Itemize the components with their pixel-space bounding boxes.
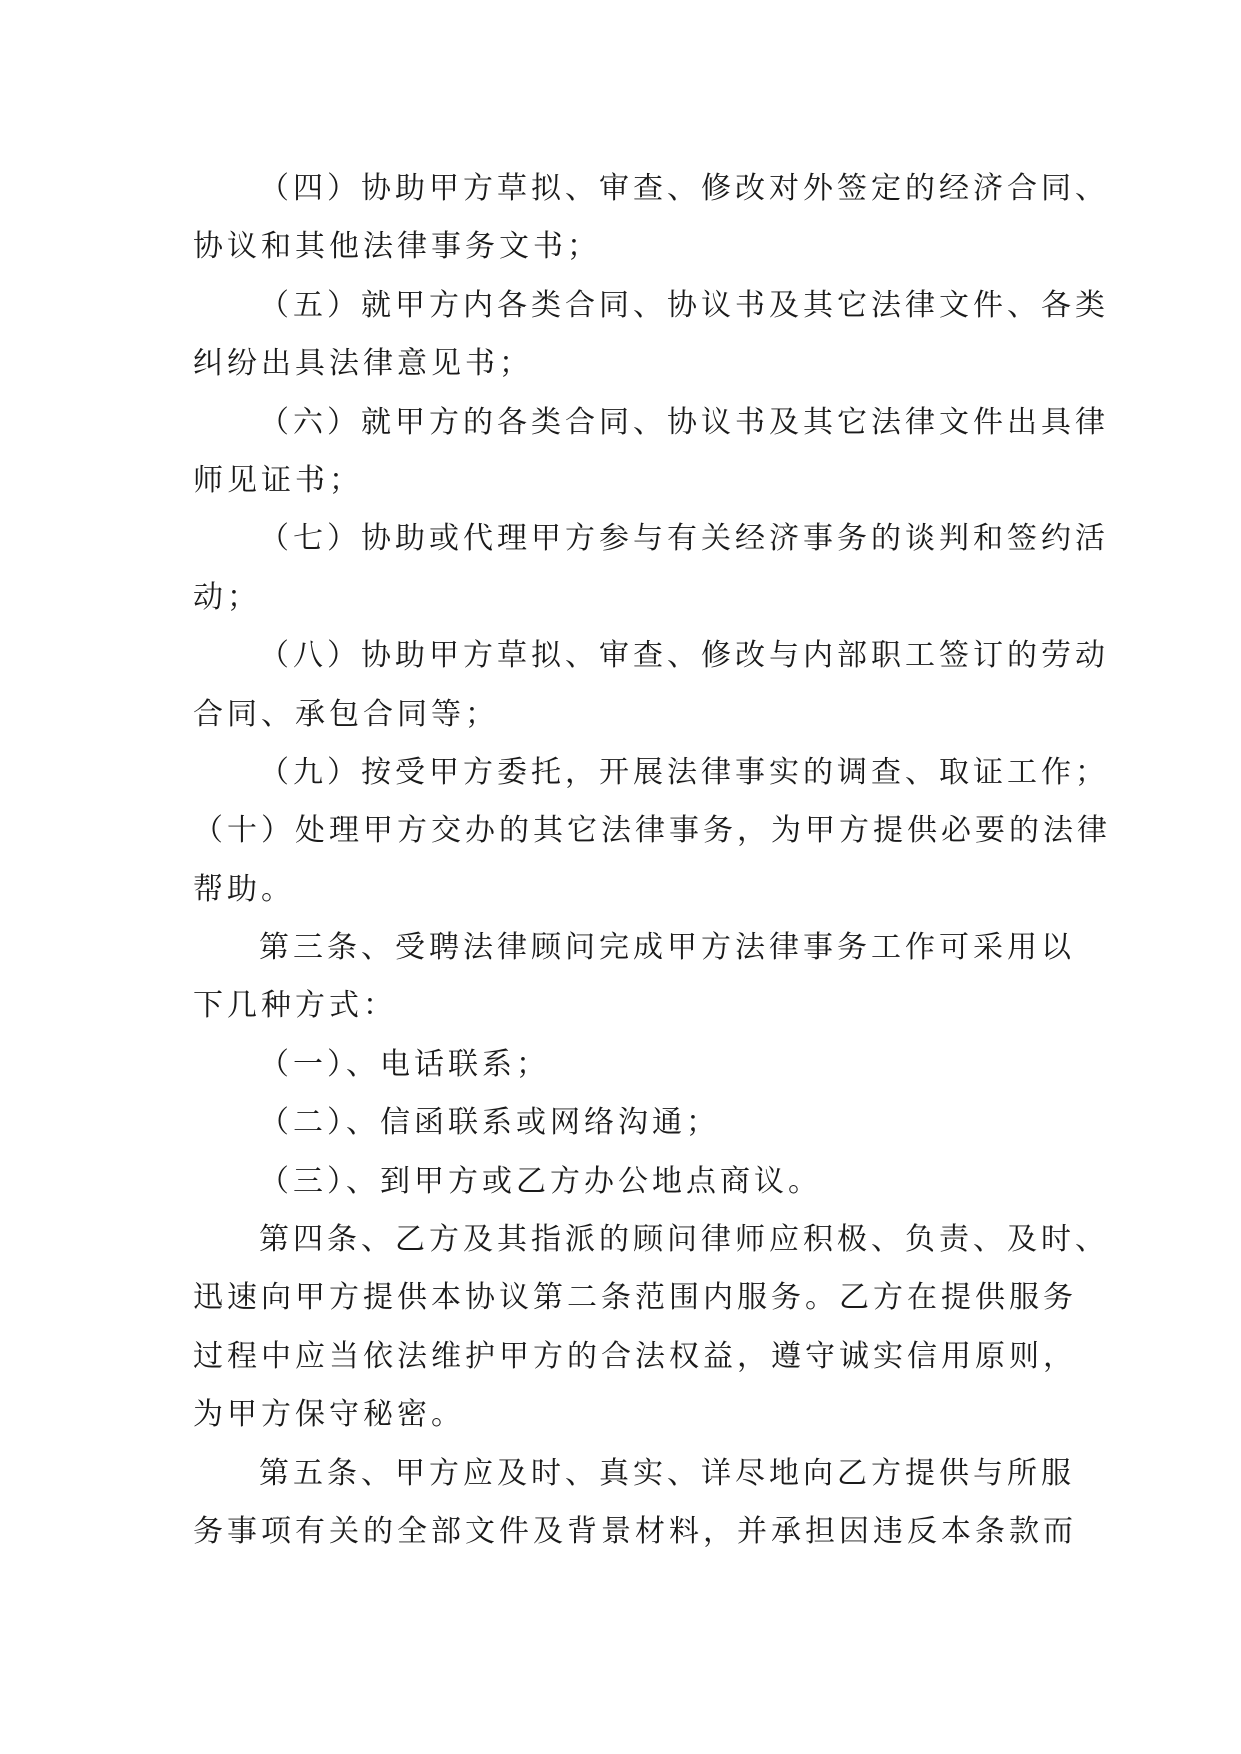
text-line: （一）、电话联系； xyxy=(259,1046,550,1082)
text-line: （二）、信函联系或网络沟通； xyxy=(259,1105,720,1141)
text-line: （八）协助甲方草拟、审查、修改与内部职工签订的劳动 xyxy=(259,638,1109,674)
text-line: 为甲方保守秘密。 xyxy=(193,1397,465,1433)
text-line: 迅速向甲方提供本协议第二条范围内服务。乙方在提供服务 xyxy=(193,1280,1077,1316)
text-line: 动； xyxy=(193,579,261,615)
text-line: （四）协助甲方草拟、审查、修改对外签定的经济合同、 xyxy=(259,171,1109,206)
text-line: 第四条、乙方及其指派的顾问律师应积极、负责、及时、 xyxy=(259,1222,1109,1258)
text-line: （七）协助或代理甲方参与有关经济事务的谈判和签约活 xyxy=(259,521,1109,557)
text-line: 协议和其他法律事务文书； xyxy=(193,229,601,265)
text-line: 过程中应当依法维护甲方的合法权益，遵守诚实信用原则， xyxy=(193,1338,1077,1374)
text-line: 纠纷出具法律意见书； xyxy=(193,346,533,382)
text-line: （六）就甲方的各类合同、协议书及其它法律文件出具律 xyxy=(259,404,1109,440)
text-line: 合同、承包合同等； xyxy=(193,696,499,732)
text-line: 第五条、甲方应及时、真实、详尽地向乙方提供与所服 xyxy=(259,1455,1075,1491)
text-line: （五）就甲方内各类合同、协议书及其它法律文件、各类 xyxy=(259,287,1109,323)
text-line: （十）处理甲方交办的其它法律事务，为甲方提供必要的法律 xyxy=(193,813,1111,849)
text-line: 务事项有关的全部文件及背景材料，并承担因违反本条款而 xyxy=(193,1513,1077,1549)
document-body xyxy=(193,160,1111,1561)
text-line: （三）、到甲方或乙方办公地点商议。 xyxy=(259,1163,822,1199)
text-line: 下几种方式： xyxy=(193,988,397,1024)
text-line: 帮助。 xyxy=(193,871,295,907)
text-line: 第三条、受聘法律顾问完成甲方法律事务工作可采用以 xyxy=(259,930,1075,966)
text-line: （九）按受甲方委托，开展法律事实的调查、取证工作； xyxy=(259,754,1109,790)
text-line: 师见证书； xyxy=(193,462,363,498)
